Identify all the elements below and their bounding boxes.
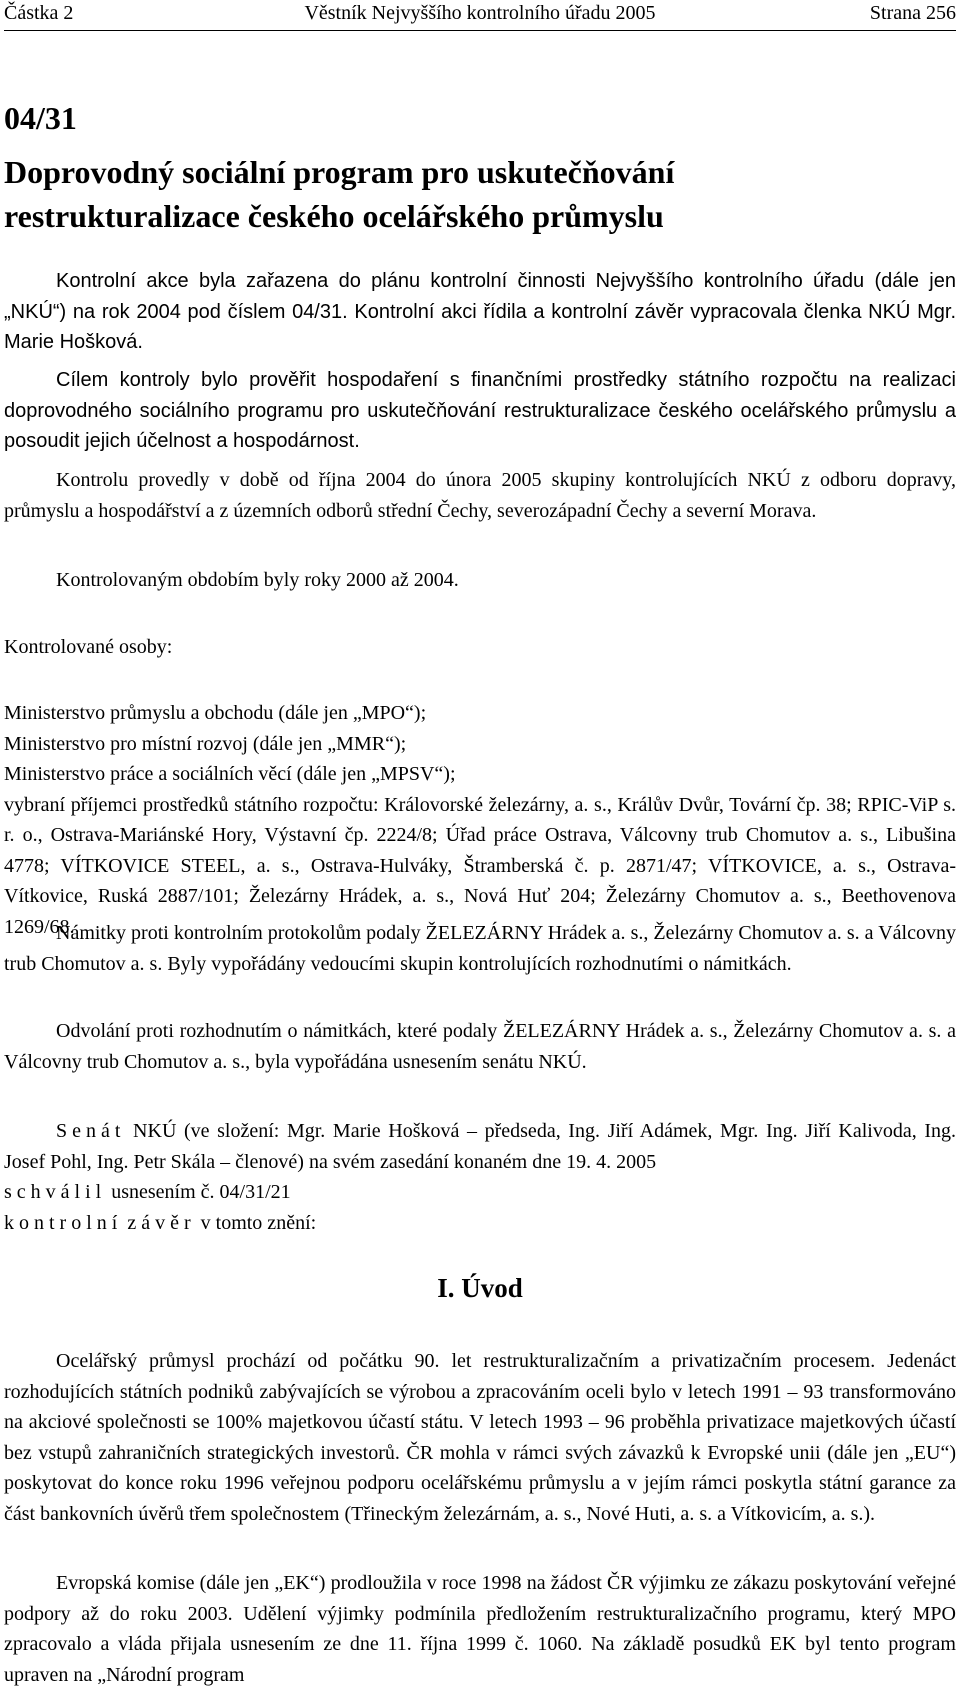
paragraph-european-commission: Evropská komise (dále jen „EK“) prodloužila v roce 1998 na žádost ČR výjimku ze zákazu poskytování veřejné podpory až do roku 2003. Udělení výjimky podmínila předložením restrukturalizačního programu, který MPO zpracovalo a vláda přijala usnesením ze dne 11. října 1999 č. 1060. Na základě posudků EK byl tento program upraven na „Národní program — [4, 1572, 956, 1686]
kontrolni-word: kontrolní — [4, 1211, 123, 1234]
title-line-2: restrukturalizace českého ocelářského průmyslu — [4, 198, 664, 234]
senate-paragraph — [4, 1116, 956, 1177]
entity-mmr: Ministerstvo pro místní rozvoj (dále jen „MMR“); — [4, 732, 407, 755]
paragraph-introduction: Ocelářský průmysl prochází od počátku 90. let restrukturalizačním a privatizačním procesem. Jedenáct rozhodujících státních podniků zabývajících se výrobou a zpracováním oceli bylo v letech 1991 – 93 transformováno na akciové společnosti se 100% majetkovou účastí státu. V letech 1993 – 96 proběhla privatizace majetkových účastí bez vstupů zahraničních strategických investorů. ČR mohla v rámci svých závazků k Evropské unii (dále jen „EU“) poskytovat do konce roku 1996 veřejnou podporu ocelářskému průmyslu a v jejím rámci poskytla státní garance za část bankovních úvěrů třem společnostem (Třineckým železárnám, a. s., Nové Huti, a. s. a Vítkovicím, a. s.). — [4, 1350, 956, 1525]
journal-title: Věstník Nejvyššího kontrolního úřadu 2005 — [304, 2, 656, 24]
header-rule — [4, 30, 956, 31]
document-number: 04/31 — [4, 100, 77, 136]
paragraph-objections: Námitky proti kontrolním protokolům podaly ŽELEZÁRNY Hrádek a. s., Železárny Chomutov a. s. a Válcovny trub Chomutov a. s. Byly vypořádány vedoucími skupin kontrolujících rozhodnutími o námitkách. — [4, 922, 956, 975]
zaver-word: závěr — [127, 1211, 196, 1234]
document-page — [4, 0, 956, 1692]
senat-word: Senát — [56, 1120, 126, 1142]
entity-recipients: vybraní příjemci prostředků státního rozpočtu: Královorské železárny, a. s., Králův Dvůr, Tovární čp. 38; RPIC-ViP s. r. o., Ostrava-Mariánské Hory, Výstavní čp. 2224/8; Úřad práce Ostrava, Válcovny trub Chomutov a. s., Libušina 4778; VÍTKOVICE STEEL, a. s., Ostrava-Hulváky, Štramberská č. p. 2871/47; VÍTKOVICE, a. s., Ostrava-Vítkovice, Ruská 2887/101; Železárny Hrádek, a. s., Nová Huť 204; Železárny Chomutov a. s., Beethovenova 1269/68. — [4, 793, 956, 938]
entity-mpo: Ministerstvo průmyslu a obchodu (dále jen „MPO“); — [4, 702, 427, 724]
intro-paragraph-2: Cílem kontroly bylo prověřit hospodaření s finančními prostředky státního rozpočtu na realizaci doprovodného sociálního programu pro uskutečňování restrukturalizace českého ocelářského průmyslu a posoudit jejich účelnost a hospodárnost. — [4, 369, 956, 452]
issue-label: Částka 2 — [4, 2, 74, 24]
document-title — [4, 150, 674, 238]
section-heading: I. Úvod — [437, 1273, 523, 1303]
paragraph-appeal: Odvolání proti rozhodnutím o námitkách, které podaly ŽELEZÁRNY Hrádek a. s., Železárny Chomutov a. s. a Válcovny trub Chomutov a. s., byla vypořádána usnesením senátu NKÚ. — [4, 1020, 956, 1073]
senat-text: NKÚ (ve složení: Mgr. Marie Hošková – předseda, Ing. Jiří Adámek, Mgr. Ing. Jiří Kalivoda, Ing. Josef Pohl, Ing. Petr Skála – členové) na svém zasedání konaném dne 19. 4. 2005 — [4, 1120, 956, 1173]
paragraph-audited-period: Kontrolovaným obdobím byly roky 2000 až 2004. — [56, 569, 459, 591]
conclusion-line — [4, 1208, 956, 1239]
paragraph-audited-entities-label: Kontrolované osoby: — [4, 636, 173, 658]
audited-entities-list — [4, 698, 956, 942]
approved-line — [4, 1177, 956, 1208]
page-header — [4, 0, 956, 30]
schvalil-text: usnesením č. 04/31/21 — [106, 1181, 291, 1203]
zaver-text: v tomto znění: — [195, 1211, 317, 1234]
senate-resolution — [4, 1116, 956, 1238]
paragraph-inspection-period: Kontrolu provedly v době od října 2004 do února 2005 skupiny kontrolujících NKÚ z odboru dopravy, průmyslu a hospodářství a z územních odborů střední Čechy, severozápadní Čechy a severní Morava. — [4, 469, 956, 522]
title-line-1: Doprovodný sociální program pro uskutečňování — [4, 154, 675, 190]
page-number: Strana 256 — [869, 2, 956, 24]
schvalil-word: schválil — [4, 1181, 107, 1203]
entity-mpsv: Ministerstvo práce a sociálních věcí (dále jen „MPSV“); — [4, 763, 456, 785]
intro-paragraph-1: Kontrolní akce byla zařazena do plánu kontrolní činnosti Nejvyššího kontrolního úřadu (dále jen „NKÚ“) na rok 2004 pod číslem 04/31. Kontrolní akci řídila a kontrolní závěr vypracovala členka NKÚ Mgr. Marie Hošková. — [4, 270, 956, 353]
